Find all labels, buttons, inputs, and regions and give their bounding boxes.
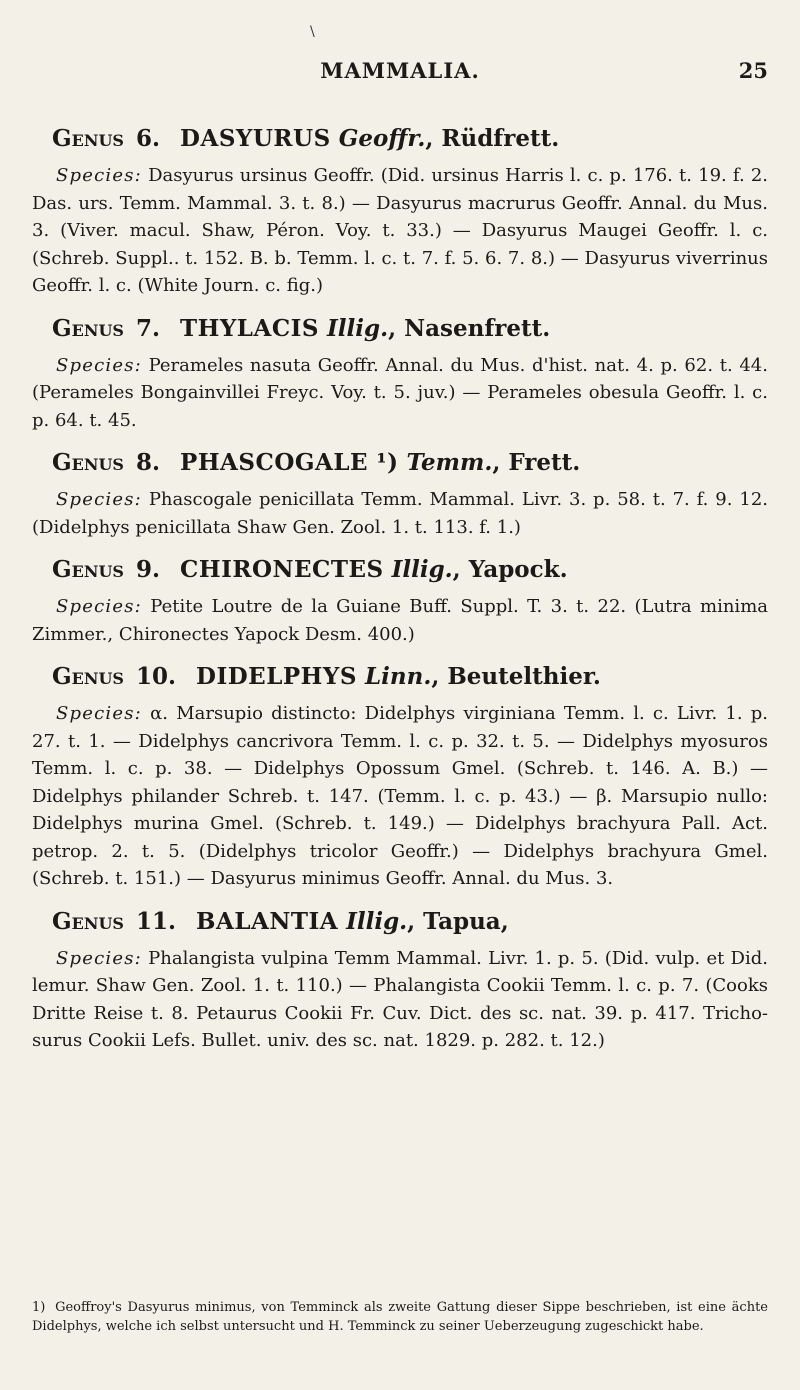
genus-name: PHASCOGALE ¹) (180, 449, 399, 476)
species-text: Phalangista vulpina Temm Mammal. Livr. 1. p. 5. (Did. vulp. et Did. lemur. Shaw Gen. Zool. 1. t. 110.) — Phalangista Cookii Temm. l. c. p. 7. (Cooks Dritte Reise t. 8. Petaurus Cookii Fr. Cuv. Dict. des sc. nat. 39. p. 417. Tricho-surus Cookii Lefs. Bullet. univ. des sc. nat. 1829. p. 282. t. 12.) (32, 947, 768, 1051)
genus-label: Genus (52, 907, 124, 935)
species-paragraph (32, 162, 768, 300)
footnote-text: Geoffroy's Dasyurus minimus, von Temminck als zweite Gattung dieser Sippe beschrieben, ist eine ächte Didelphys, welche ich selbst untersucht und H. Temminck zu seiner Ueberzeugung zugeschickt habe. (32, 1300, 768, 1334)
margin-mark: \ (310, 24, 315, 40)
running-title: MAMMALIA. (320, 58, 480, 83)
genus-heading: Genus 10. DIDELPHYS Linn., Beutelthier. (52, 663, 601, 690)
genus-number: 7. (136, 314, 161, 342)
genus-name: THYLACIS (180, 314, 319, 342)
genus-vernacular: Tapua, (423, 907, 509, 935)
species-label: Species: (56, 703, 142, 724)
species-text: Dasyurus ursinus Geoffr. (Did. ursinus Harris l. c. p. 176. t. 19. f. 2. Das. urs. Temm. Mammal. 3. t. 8.) — Dasyurus macrurus Geoffr. Annal. du Mus. 3. (Viver. macul. Shaw, Péron. Voy. t. 33.) — Dasyurus Maugei Geoffr. l. c. (Schreb. Suppl.. t. 152. B. b. Temm. l. c. t. 7. f. 5. 6. 7. 8.) — Dasyurus viverrinus Geoffr. l. c. (White Journ. c. fig.) (32, 165, 768, 296)
genus-label: Genus (52, 125, 124, 152)
genus-vernacular: Beutelthier. (447, 663, 601, 690)
species-label: Species: (56, 489, 142, 510)
genus-label: Genus (52, 663, 124, 690)
genus-author: Illig. (327, 314, 389, 342)
species-label: Species: (56, 596, 142, 617)
species-text: α. Marsupio distincto: Didelphys virginiana Temm. l. c. Livr. 1. p. 27. t. 1. — Didelphys cancrivora Temm. l. c. p. 32. t. 5. — Didelphys myosuros Temm. l. c. p. 38. — Didelphys Opossum Gmel. (Schreb. t. 146. A. B.) — Didelphys philander Schreb. t. 147. (Temm. l. c. p. 43.) — β. Marsupio nullo: Didelphys murina Gmel. (Schreb. t. 149.) — Didelphys brachyura Pall. Act. petrop. 2. t. 5. (Didelphys tricolor Geoffr.) — Didelphys brachyura Gmel. (Schreb. t. 151.) — Dasyurus minimus Geoffr. Annal. du Mus. 3. (32, 703, 768, 889)
genus-label: Genus (52, 314, 124, 342)
species-label: Species: (56, 947, 142, 969)
genus-heading: Genus 8. PHASCOGALE ¹) Temm., Frett. (52, 449, 581, 476)
genus-label: Genus (52, 449, 124, 476)
genus-vernacular: Yapock. (468, 556, 568, 583)
running-head (0, 24, 800, 88)
genus-vernacular: Nasenfrett. (404, 314, 551, 342)
page-body (32, 110, 768, 1055)
footnote (32, 1298, 768, 1336)
page-number: 25 (738, 58, 768, 83)
genus-author: Temm. (406, 449, 493, 476)
genus-number: 10. (136, 663, 177, 690)
species-label: Species: (56, 165, 142, 186)
species-text: Phascogale penicillata Temm. Mammal. Livr. 3. p. 58. t. 7. f. 9. 12. (Didelphys penicillata Shaw Gen. Zool. 1. t. 113. f. 1.) (32, 489, 768, 538)
genus-number: 9. (136, 556, 161, 583)
species-text: Perameles nasuta Geoffr. Annal. du Mus. d'hist. nat. 4. p. 62. t. 44. (Perameles Bongainvillei Freyc. Voy. t. 5. juv.) — Perameles obesula Geoffr. l. c. p. 64. t. 45. (32, 354, 768, 431)
genus-name: BALANTIA (196, 907, 339, 935)
species-paragraph (32, 486, 768, 541)
genus-label: Genus (52, 556, 124, 583)
species-text: Petite Loutre de la Guiane Buff. Suppl. T. 3. t. 22. (Lutra minima Zimmer., Chironectes Yapock Desm. 400.) (32, 596, 768, 645)
genus-vernacular: Frett. (508, 449, 581, 476)
species-label: Species: (56, 354, 142, 376)
genus-heading: Genus 9. CHIRONECTES Illig., Yapock. (52, 556, 568, 583)
genus-heading: Genus 7. THYLACIS Illig., Nasenfrett. (52, 314, 551, 342)
species-paragraph (32, 700, 768, 893)
genus-author: Illig. (391, 556, 453, 583)
genus-number: 8. (136, 449, 161, 476)
genus-vernacular: Rüdfrett. (441, 125, 560, 152)
genus-name: DIDELPHYS (196, 663, 357, 690)
species-paragraph (32, 945, 768, 1055)
genus-number: 11. (136, 907, 177, 935)
genus-heading: Genus 11. BALANTIA Illig., Tapua, (52, 907, 509, 935)
genus-author: Geoffr. (338, 125, 426, 152)
genus-author: Linn. (364, 663, 432, 690)
genus-number: 6. (136, 125, 161, 152)
genus-name: DASYURUS (180, 125, 331, 152)
genus-name: CHIRONECTES (180, 556, 384, 583)
genus-heading: Genus 6. DASYURUS Geoffr., Rüdfrett. (52, 125, 560, 152)
genus-author: Illig. (346, 907, 408, 935)
species-paragraph (32, 593, 768, 648)
species-paragraph (32, 352, 768, 435)
footnote-mark: 1) (32, 1300, 46, 1315)
